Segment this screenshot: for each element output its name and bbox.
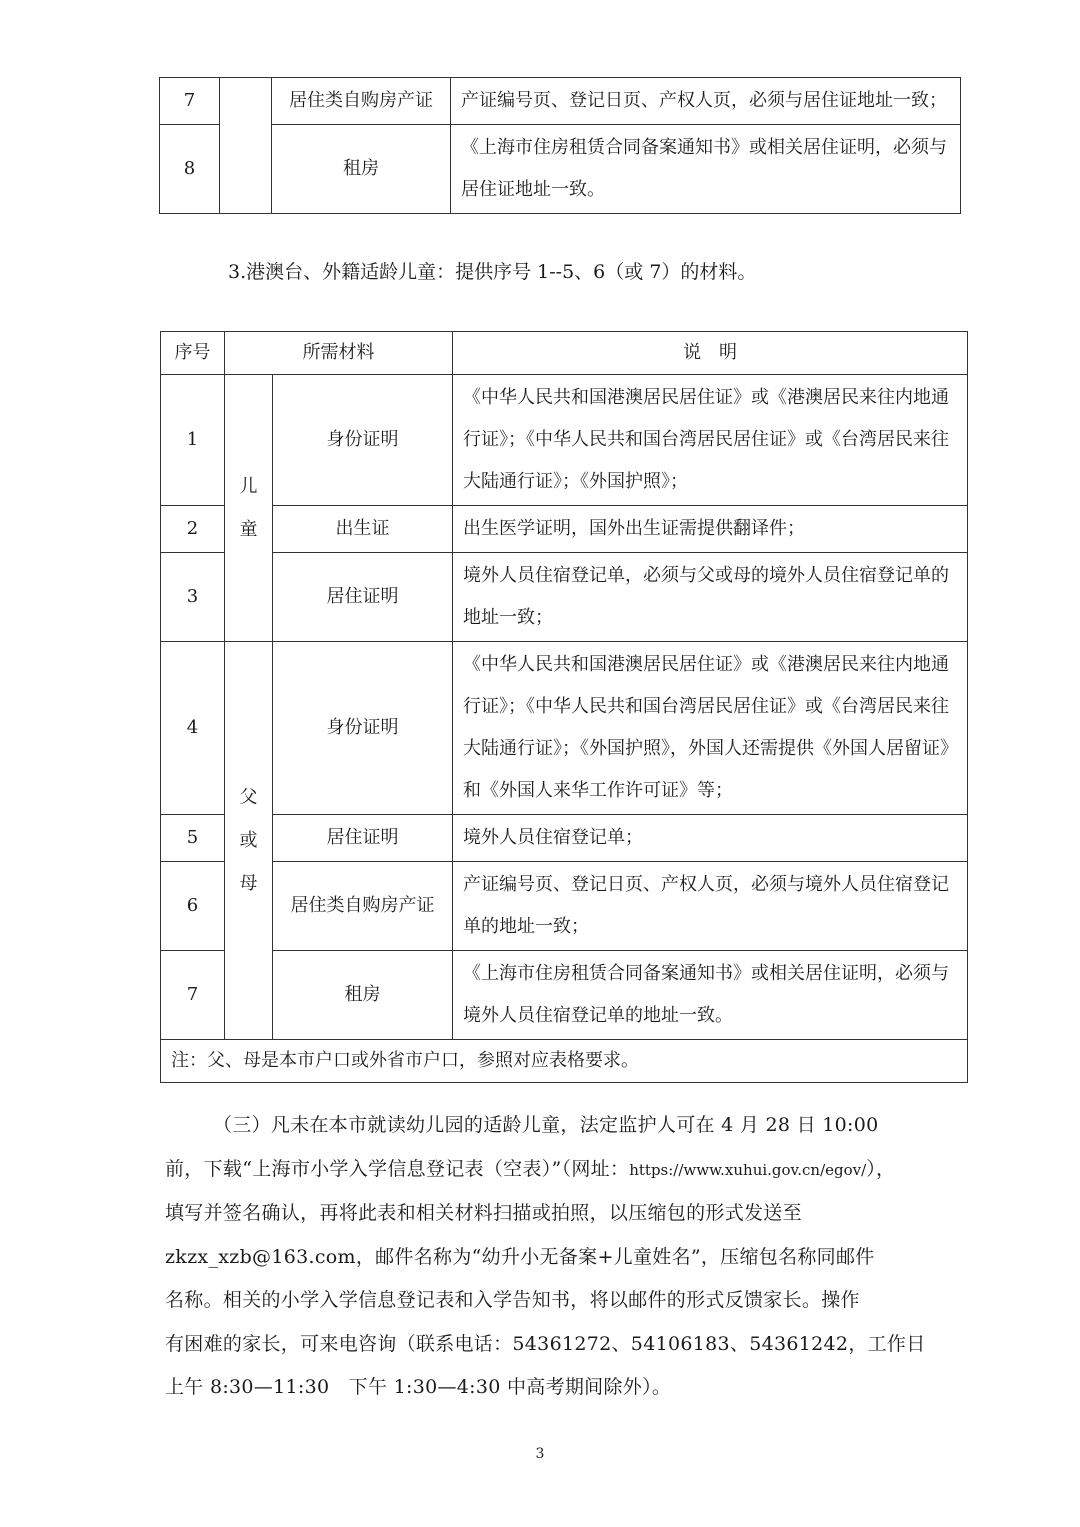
row-number: 8 [160, 125, 220, 214]
paragraph-line: （三）凡未在本市就读幼儿园的适龄儿童，法定监护人可在 4 月 28 日 10:00 [213, 1114, 879, 1136]
table-row [161, 815, 968, 862]
material-name: 居住类自购房产证 [272, 78, 451, 125]
row-number: 6 [161, 862, 225, 951]
material-name: 身份证明 [273, 642, 453, 815]
page-number: 3 [535, 1446, 545, 1462]
group-cell [220, 78, 272, 214]
header-material: 所需材料 [225, 332, 453, 375]
row-number: 5 [161, 815, 225, 862]
material-description: 产证编号页、登记日页、产权人页，必须与居住证地址一致； [451, 78, 961, 125]
paragraph-line: 填写并签名确认，再将此表和相关材料扫描或拍照，以压缩包的形式发送至 [165, 1202, 802, 1224]
header-description: 说 明 [453, 332, 968, 375]
row-number: 1 [161, 375, 225, 506]
table-row [161, 862, 968, 951]
table-row [161, 553, 968, 642]
group-child: 儿童 [225, 375, 273, 642]
table-note-row [161, 1040, 968, 1083]
registration-form-url[interactable]: https://www.xuhui.gov.cn/egov/ [629, 1160, 867, 1179]
table-header-row [161, 332, 968, 375]
material-name: 居住类自购房产证 [273, 862, 453, 951]
table-row [160, 125, 961, 214]
material-name: 租房 [273, 951, 453, 1040]
row-number: 7 [161, 951, 225, 1040]
material-name: 身份证明 [273, 375, 453, 506]
material-description: 境外人员住宿登记单，必须与父或母的境外人员住宿登记单的地址一致； [453, 553, 968, 642]
section-heading: 3.港澳台、外籍适龄儿童：提供序号 1--5、6（或 7）的材料。 [228, 261, 757, 283]
material-description: 《上海市住房租赁合同备案通知书》或相关居住证明，必须与境外人员住宿登记单的地址一致。 [453, 951, 968, 1040]
residence-materials-table-continued [159, 77, 961, 214]
header-number: 序号 [161, 332, 225, 375]
table-row [161, 951, 968, 1040]
paragraph-line: 前，下载“上海市小学入学信息登记表（空表）”（网址：https://www.xuhui.gov.cn/egov/）， [165, 1157, 896, 1180]
table-row [161, 506, 968, 553]
foreign-children-materials-table [160, 331, 968, 1083]
table-row [161, 642, 968, 815]
paragraph-line: 有困难的家长，可来电咨询（联系电话：54361272、54106183、54361242，工作日 [165, 1332, 926, 1355]
material-description: 境外人员住宿登记单； [453, 815, 968, 862]
material-name: 租房 [272, 125, 451, 214]
table-note: 注：父、母是本市户口或外省市户口，参照对应表格要求。 [161, 1040, 968, 1083]
material-description: 产证编号页、登记日页、产权人页，必须与境外人员住宿登记单的地址一致； [453, 862, 968, 951]
row-number: 7 [160, 78, 220, 125]
paragraph-line: 上午 8:30—11:30 下午 1:30—4:30 中高考期间除外）。 [165, 1376, 672, 1398]
row-number: 4 [161, 642, 225, 815]
material-name: 出生证 [273, 506, 453, 553]
row-number: 3 [161, 553, 225, 642]
material-description: 《中华人民共和国港澳居民居住证》或《港澳居民来往内地通行证》；《中华人民共和国台湾居民居住证》或《台湾居民来往大陆通行证》；《外国护照》； [453, 375, 968, 506]
material-name: 居住证明 [273, 553, 453, 642]
row-number: 2 [161, 506, 225, 553]
paragraph-line: zkzx_xzb@163.com，邮件名称为“幼升小无备案+儿童姓名”，压缩包名称同邮件 [165, 1245, 875, 1268]
section-three-paragraph [165, 1104, 925, 1410]
table-row [161, 375, 968, 506]
material-name: 居住证明 [273, 815, 453, 862]
group-parent: 父或母 [225, 642, 273, 1040]
table-row [160, 78, 961, 125]
paragraph-line: 名称。相关的小学入学信息登记表和入学告知书，将以邮件的形式反馈家长。操作 [165, 1289, 860, 1311]
material-description: 《上海市住房租赁合同备案通知书》或相关居住证明，必须与居住证地址一致。 [451, 125, 961, 214]
material-description: 出生医学证明，国外出生证需提供翻译件； [453, 506, 968, 553]
material-description: 《中华人民共和国港澳居民居住证》或《港澳居民来往内地通行证》；《中华人民共和国台湾居民居住证》或《台湾居民来往大陆通行证》；《外国护照》，外国人还需提供《外国人居留证》和《外国人来华工作许可证》等； [453, 642, 968, 815]
